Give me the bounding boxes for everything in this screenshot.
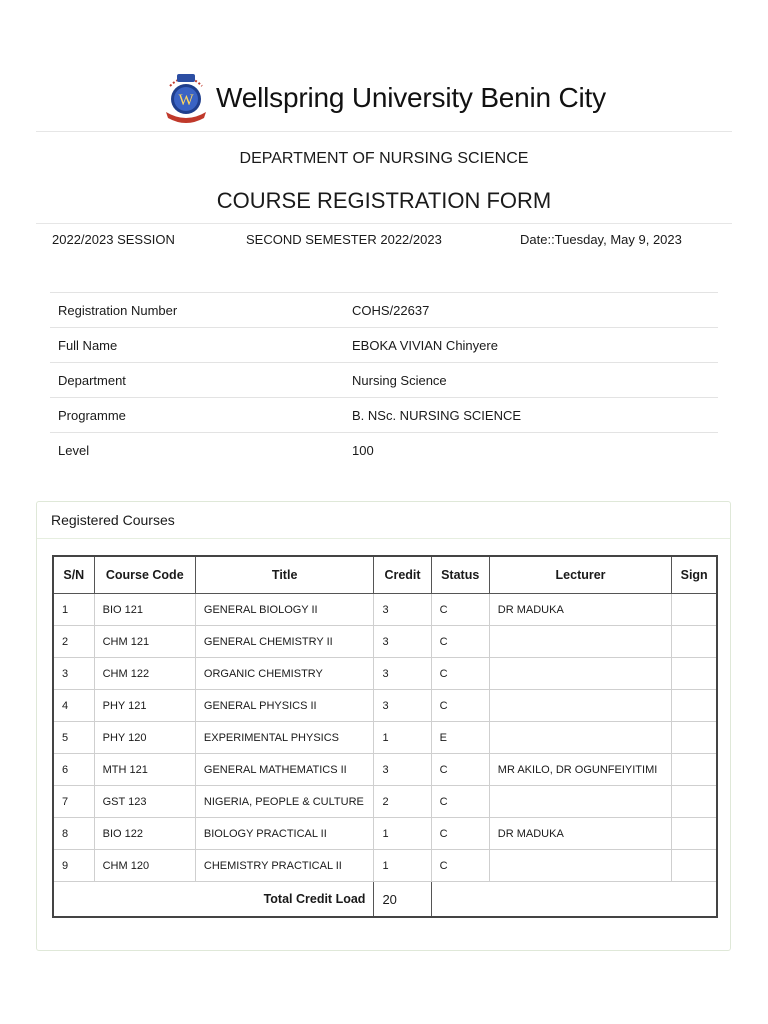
cell-status: C xyxy=(431,754,489,786)
cell-sn: 8 xyxy=(53,818,94,850)
info-label: Programme xyxy=(50,398,344,433)
cell-lecturer: MR AKILO, DR OGUNFEIYITIMI xyxy=(489,754,672,786)
cell-sign xyxy=(672,818,717,850)
table-row xyxy=(53,818,717,850)
cell-credit: 3 xyxy=(374,626,431,658)
info-row xyxy=(50,433,718,468)
cell-title: ORGANIC CHEMISTRY xyxy=(195,658,374,690)
cell-course-code: BIO 121 xyxy=(94,594,195,626)
cell-sn: 7 xyxy=(53,786,94,818)
university-logo-icon xyxy=(162,72,210,124)
total-credit-value: 20 xyxy=(374,882,431,918)
total-credit-label: Total Credit Load xyxy=(53,882,374,918)
cell-status: E xyxy=(431,722,489,754)
cell-status: C xyxy=(431,690,489,722)
cell-title: EXPERIMENTAL PHYSICS xyxy=(195,722,374,754)
cell-sn: 9 xyxy=(53,850,94,882)
divider xyxy=(36,223,732,224)
info-row xyxy=(50,293,718,328)
column-header: Lecturer xyxy=(489,556,672,594)
table-row xyxy=(53,850,717,882)
cell-title: CHEMISTRY PRACTICAL II xyxy=(195,850,374,882)
cell-sn: 2 xyxy=(53,626,94,658)
column-header: Credit xyxy=(374,556,431,594)
cell-credit: 3 xyxy=(374,594,431,626)
table-row xyxy=(53,690,717,722)
table-row xyxy=(53,786,717,818)
page-header xyxy=(0,72,768,124)
cell-course-code: CHM 122 xyxy=(94,658,195,690)
column-header: S/N xyxy=(53,556,94,594)
courses-table xyxy=(52,555,718,918)
cell-credit: 1 xyxy=(374,722,431,754)
cell-sn: 5 xyxy=(53,722,94,754)
cell-course-code: PHY 120 xyxy=(94,722,195,754)
cell-sign xyxy=(672,786,717,818)
cell-sign xyxy=(672,754,717,786)
cell-sign xyxy=(672,626,717,658)
info-label: Full Name xyxy=(50,328,344,363)
cell-lecturer xyxy=(489,626,672,658)
info-row xyxy=(50,328,718,363)
info-label: Registration Number xyxy=(50,293,344,328)
session-text: 2022/2023 SESSION xyxy=(52,232,175,247)
info-label: Department xyxy=(50,363,344,398)
info-label: Level xyxy=(50,433,344,468)
cell-title: GENERAL CHEMISTRY II xyxy=(195,626,374,658)
cell-lecturer: DR MADUKA xyxy=(489,594,672,626)
cell-sn: 4 xyxy=(53,690,94,722)
card-title: Registered Courses xyxy=(37,502,730,539)
cell-lecturer xyxy=(489,850,672,882)
cell-lecturer xyxy=(489,690,672,722)
form-title: COURSE REGISTRATION FORM xyxy=(216,188,552,213)
cell-title: NIGERIA, PEOPLE & CULTURE xyxy=(195,786,374,818)
cell-sign xyxy=(672,722,717,754)
logo-letter: W xyxy=(178,92,194,109)
cell-title: BIOLOGY PRACTICAL II xyxy=(195,818,374,850)
cell-course-code: BIO 122 xyxy=(94,818,195,850)
cell-course-code: MTH 121 xyxy=(94,754,195,786)
registered-courses-card xyxy=(36,501,731,951)
session-row xyxy=(52,232,712,250)
table-row xyxy=(53,658,717,690)
cell-sign xyxy=(672,594,717,626)
cell-status: C xyxy=(431,850,489,882)
semester-text: SECOND SEMESTER 2022/2023 xyxy=(246,232,442,247)
cell-credit: 3 xyxy=(374,658,431,690)
total-row xyxy=(53,882,717,918)
info-value: EBOKA VIVIAN Chinyere xyxy=(344,328,718,363)
total-empty-cell xyxy=(431,882,717,918)
cell-status: C xyxy=(431,818,489,850)
cell-sign xyxy=(672,658,717,690)
cell-lecturer: DR MADUKA xyxy=(489,818,672,850)
cell-sn: 1 xyxy=(53,594,94,626)
column-header: Title xyxy=(195,556,374,594)
cell-title: GENERAL PHYSICS II xyxy=(195,690,374,722)
cell-sign xyxy=(672,850,717,882)
cell-status: C xyxy=(431,594,489,626)
column-header: Course Code xyxy=(94,556,195,594)
department-heading: DEPARTMENT OF NURSING SCIENCE xyxy=(239,150,529,167)
cell-credit: 3 xyxy=(374,754,431,786)
table-row xyxy=(53,722,717,754)
table-row xyxy=(53,594,717,626)
cell-credit: 1 xyxy=(374,850,431,882)
cell-credit: 1 xyxy=(374,818,431,850)
cell-status: C xyxy=(431,786,489,818)
cell-course-code: GST 123 xyxy=(94,786,195,818)
cell-lecturer xyxy=(489,658,672,690)
cell-sn: 6 xyxy=(53,754,94,786)
cell-lecturer xyxy=(489,722,672,754)
divider xyxy=(36,131,732,132)
table-row xyxy=(53,626,717,658)
cell-course-code: CHM 121 xyxy=(94,626,195,658)
cell-lecturer xyxy=(489,786,672,818)
cell-sn: 3 xyxy=(53,658,94,690)
table-row xyxy=(53,754,717,786)
info-value: 100 xyxy=(344,433,718,468)
cell-course-code: CHM 120 xyxy=(94,850,195,882)
info-row xyxy=(50,363,718,398)
date-text: Date::Tuesday, May 9, 2023 xyxy=(520,232,682,247)
info-row xyxy=(50,398,718,433)
info-value: B. NSc. NURSING SCIENCE xyxy=(344,398,718,433)
column-header: Status xyxy=(431,556,489,594)
info-value: Nursing Science xyxy=(344,363,718,398)
cell-course-code: PHY 121 xyxy=(94,690,195,722)
cell-credit: 2 xyxy=(374,786,431,818)
cell-credit: 3 xyxy=(374,690,431,722)
cell-sign xyxy=(672,690,717,722)
student-info-table xyxy=(50,292,718,467)
university-name: Wellspring University Benin City xyxy=(216,82,606,113)
cell-status: C xyxy=(431,658,489,690)
column-header: Sign xyxy=(672,556,717,594)
cell-title: GENERAL MATHEMATICS II xyxy=(195,754,374,786)
info-value: COHS/22637 xyxy=(344,293,718,328)
cell-title: GENERAL BIOLOGY II xyxy=(195,594,374,626)
table-header-row xyxy=(53,556,717,594)
cell-status: C xyxy=(431,626,489,658)
